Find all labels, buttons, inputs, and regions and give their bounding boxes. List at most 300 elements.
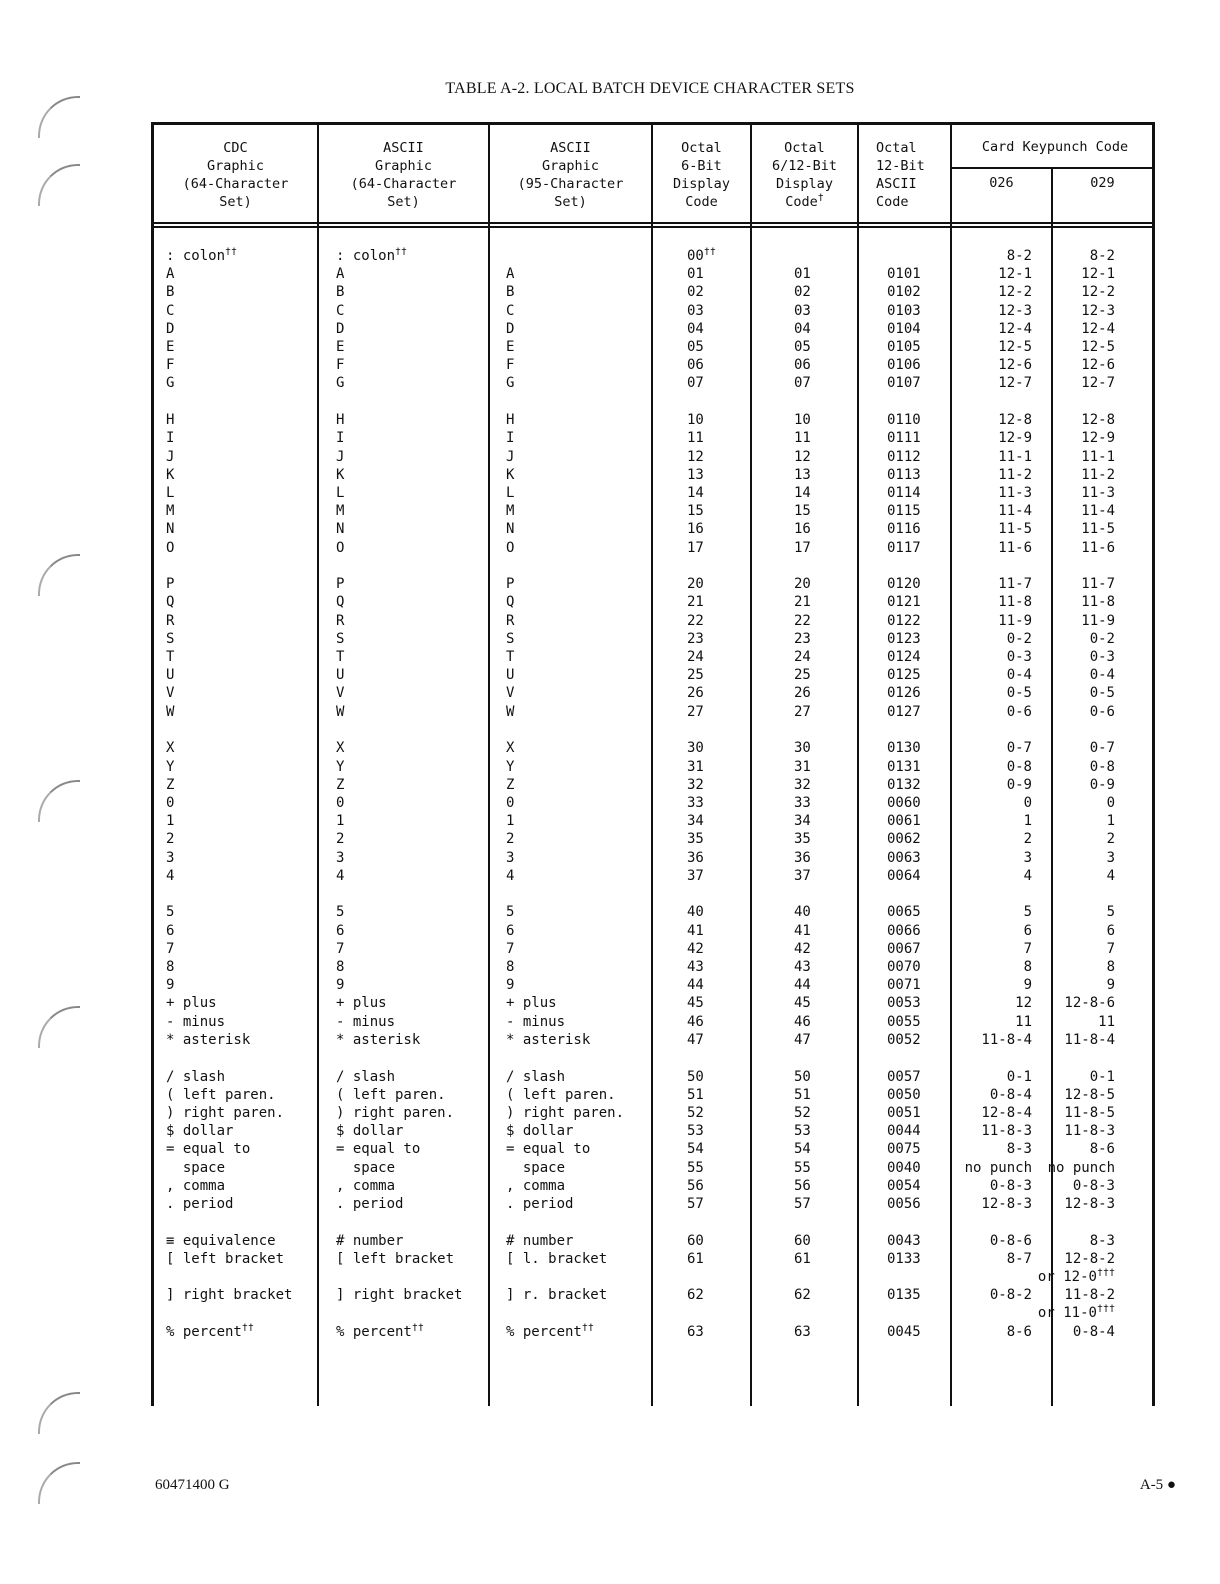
cell-text: 46 — [687, 1013, 704, 1030]
table-cell — [794, 1122, 811, 1140]
cell-text: G — [506, 375, 515, 392]
cell-text: space — [336, 1159, 396, 1176]
cell-text: 12-8 — [998, 412, 1032, 429]
cell-text: 8-3 — [1089, 1232, 1115, 1249]
table-row — [154, 1068, 1152, 1086]
table-cell — [336, 593, 344, 611]
table-cell — [166, 1031, 250, 1049]
cell-text: no punch — [1047, 1159, 1115, 1176]
cell-text: 43 — [687, 959, 704, 975]
header-029: 029 — [1090, 175, 1115, 191]
table-cell — [887, 630, 921, 648]
cell-text: K — [166, 466, 175, 483]
table-cell — [1007, 758, 1032, 776]
cell-text: 3 — [1106, 849, 1115, 866]
cell-text: H — [336, 412, 345, 429]
cell-text: 4 — [1023, 867, 1032, 884]
table-row — [154, 520, 1152, 538]
table-cell — [887, 776, 921, 794]
table-cell — [506, 1086, 616, 1104]
table-cell — [794, 922, 811, 940]
cell-text: 62 — [794, 1287, 811, 1304]
table-cell — [166, 575, 174, 593]
table-cell — [887, 1159, 921, 1177]
table-cell — [1081, 338, 1115, 356]
table-cell — [166, 1068, 225, 1086]
table-cell — [1038, 1268, 1115, 1286]
cell-text: : colon — [336, 248, 396, 264]
cell-text: T — [336, 649, 345, 665]
cell-text: 0-2 — [1089, 630, 1115, 647]
cell-text: U — [506, 667, 515, 684]
table-cell — [794, 265, 811, 283]
table-cell — [687, 903, 704, 921]
table-cell — [887, 1232, 921, 1250]
table-cell — [687, 1122, 704, 1140]
cell-text: 8-6 — [1006, 1323, 1032, 1340]
cell-text: W — [166, 703, 175, 720]
cell-text: P — [506, 576, 515, 593]
table-cell — [166, 1086, 276, 1104]
cell-text: [ left bracket — [336, 1250, 455, 1267]
document-number: 60471400 G — [155, 1477, 230, 1493]
cell-text: 34 — [687, 813, 704, 830]
table-cell — [981, 1122, 1032, 1140]
cell-text: Y — [506, 758, 515, 775]
cell-text: [ left bracket — [166, 1250, 285, 1267]
table-cell — [794, 374, 811, 392]
cell-text: 55 — [687, 1159, 704, 1176]
cell-text: 04 — [794, 320, 811, 337]
cell-text: 32 — [794, 776, 811, 793]
cell-text: or 11-0 — [1037, 1305, 1097, 1322]
table-row — [154, 958, 1152, 976]
cell-text: 56 — [687, 1177, 704, 1194]
cell-text: 26 — [687, 685, 704, 702]
table-cell — [506, 502, 514, 520]
cell-text: 46 — [794, 1013, 811, 1030]
table-cell — [506, 1159, 565, 1177]
cell-text: 0057 — [887, 1068, 921, 1085]
cell-text: 40 — [687, 904, 704, 921]
cell-text: 12-3 — [998, 302, 1032, 319]
cell-text: 0-8 — [1006, 758, 1032, 775]
table-cell — [336, 1250, 454, 1268]
table-row — [154, 776, 1152, 794]
table-row — [154, 794, 1152, 812]
table-row — [154, 1195, 1152, 1213]
cell-text: I — [166, 430, 175, 447]
table-cell — [794, 1013, 811, 1031]
cell-text: R — [506, 612, 515, 629]
table-cell — [794, 302, 811, 320]
cell-text: . period — [166, 1195, 234, 1212]
table-cell — [166, 338, 174, 356]
table-cell — [887, 812, 921, 830]
table-cell — [794, 940, 811, 958]
cell-text: 0054 — [887, 1177, 921, 1194]
cell-text: E — [336, 339, 345, 355]
table-cell — [166, 302, 174, 320]
table-cell — [336, 849, 344, 867]
table-row — [154, 849, 1152, 867]
table-cell — [687, 976, 704, 994]
table-cell — [166, 703, 174, 721]
cell-text: 11-3 — [998, 484, 1032, 501]
cell-text: 0063 — [887, 849, 921, 866]
cell-text: 52 — [794, 1104, 811, 1121]
table-row — [154, 922, 1152, 940]
table-cell — [1048, 1159, 1115, 1177]
table-cell — [887, 466, 921, 484]
table-cell — [794, 1086, 811, 1104]
cell-text: R — [166, 612, 175, 629]
cell-text: + plus — [506, 995, 557, 1012]
header-rule — [154, 222, 1152, 228]
table-cell — [336, 758, 344, 776]
table-cell — [1107, 812, 1115, 830]
table-cell — [166, 283, 174, 301]
cell-text: 0 — [166, 794, 175, 811]
table-cell — [1081, 539, 1115, 557]
table-cell — [1007, 776, 1032, 794]
cell-text: 0-6 — [1089, 703, 1115, 720]
table-cell — [687, 684, 704, 702]
cell-text: I — [336, 430, 345, 447]
cell-text: Y — [336, 758, 345, 775]
cell-text: 17 — [687, 539, 704, 556]
cell-text: * asterisk — [166, 1031, 251, 1048]
cell-text: D — [506, 320, 515, 337]
table-cell — [166, 484, 174, 502]
cell-text: A — [336, 266, 345, 283]
cell-text: 0104 — [887, 320, 921, 337]
cell-text: 4 — [1106, 867, 1115, 884]
table-cell — [687, 812, 704, 830]
cell-text: 0043 — [887, 1232, 921, 1249]
table-cell — [887, 794, 921, 812]
cell-text: 0064 — [887, 867, 921, 884]
table-cell — [506, 539, 514, 557]
table-cell — [887, 1031, 921, 1049]
table-cell — [794, 830, 811, 848]
cell-text: 12-8 — [1081, 412, 1115, 429]
table-cell — [506, 666, 514, 684]
table-cell — [687, 448, 704, 466]
table-cell — [506, 1068, 565, 1086]
table-cell — [687, 320, 704, 338]
cell-text: 13 — [794, 466, 811, 483]
table-cell — [1024, 940, 1032, 958]
table-cell — [166, 922, 174, 940]
cell-text: 0052 — [887, 1031, 921, 1048]
cell-text: 20 — [794, 576, 811, 593]
table-cell — [794, 1031, 811, 1049]
cell-text: 44 — [794, 977, 811, 994]
table-cell — [336, 1013, 395, 1031]
cell-text: U — [336, 667, 345, 684]
cell-text: 35 — [794, 831, 811, 848]
table-cell — [1081, 283, 1115, 301]
cell-text: 0-3 — [1089, 649, 1115, 665]
table-cell — [687, 739, 704, 757]
cell-text: 60 — [687, 1232, 704, 1249]
table-cell — [506, 739, 514, 757]
cell-text: 7 — [1023, 940, 1032, 957]
cell-text: 07 — [687, 375, 704, 392]
table-cell — [687, 338, 704, 356]
table-row — [154, 1086, 1152, 1104]
table-cell — [166, 776, 174, 794]
table-cell — [998, 520, 1032, 538]
table-cell — [794, 338, 811, 356]
table-cell — [998, 575, 1032, 593]
table-cell — [506, 1104, 624, 1122]
cell-text: ( left paren. — [166, 1086, 276, 1103]
cell-text: 26 — [794, 685, 811, 702]
cell-text: 0103 — [887, 302, 921, 319]
table-cell — [965, 1159, 1032, 1177]
table-cell — [336, 466, 344, 484]
cell-text: 1 — [166, 813, 175, 830]
cell-text: C — [336, 302, 345, 319]
table-cell — [887, 502, 921, 520]
cell-text: 52 — [687, 1104, 704, 1121]
table-cell — [990, 1086, 1032, 1104]
table-cell — [1064, 1286, 1115, 1304]
cell-text: , comma — [506, 1177, 566, 1194]
cell-text: 9 — [1106, 977, 1115, 994]
table-cell — [887, 830, 921, 848]
cell-text: 6 — [336, 922, 345, 939]
cell-text: 12 — [794, 448, 811, 465]
header-octal-612bit — [752, 139, 857, 211]
table-cell — [1064, 994, 1115, 1012]
cell-text: 0135 — [887, 1287, 921, 1304]
table-cell — [506, 338, 514, 356]
table-cell — [166, 374, 174, 392]
cell-text: 05 — [687, 339, 704, 355]
table-cell — [687, 612, 704, 630]
cell-text: E — [506, 339, 515, 355]
table-cell — [1081, 374, 1115, 392]
table-cell — [998, 448, 1032, 466]
table-cell — [887, 283, 921, 301]
table-cell — [506, 520, 514, 538]
table-cell — [506, 429, 514, 447]
table-cell — [794, 666, 811, 684]
cell-text: - minus — [506, 1013, 566, 1030]
cell-text: 63 — [687, 1323, 704, 1340]
table-cell — [1081, 320, 1115, 338]
cell-text: H — [506, 412, 515, 429]
table-cell — [506, 776, 514, 794]
cell-text: [ l. bracket — [506, 1250, 608, 1267]
table-cell — [687, 1323, 704, 1341]
table-cell — [1081, 302, 1115, 320]
table-cell — [1007, 1068, 1032, 1086]
table-cell — [166, 1232, 276, 1250]
table-cell — [1024, 849, 1032, 867]
table-row — [154, 666, 1152, 684]
table-cell — [336, 812, 344, 830]
table-cell — [794, 1068, 811, 1086]
cell-text: 16 — [794, 521, 811, 538]
table-cell — [166, 903, 174, 921]
table-cell — [166, 648, 174, 666]
cell-text: 0102 — [887, 284, 921, 301]
table-cell — [998, 429, 1032, 447]
header-ascii-64: ASCII Graphic (64-Character Set) — [350, 140, 457, 210]
cell-text: 11-8-3 — [981, 1123, 1032, 1140]
table-cell — [506, 1195, 573, 1213]
cell-text: space — [166, 1159, 226, 1176]
dagger-mark: †† — [703, 246, 716, 258]
header-ascii-95: ASCII Graphic (95-Character Set) — [517, 140, 624, 210]
cell-text: Z — [166, 776, 175, 793]
table-cell — [336, 448, 344, 466]
cell-text: 0-7 — [1089, 740, 1115, 757]
table-cell — [506, 794, 514, 812]
cell-text: A — [166, 266, 175, 283]
table-row — [154, 502, 1152, 520]
cell-text: % percent — [166, 1323, 242, 1340]
table-cell — [336, 374, 344, 392]
cell-text: 0116 — [887, 521, 921, 538]
table-row — [154, 812, 1152, 830]
cell-text: 02 — [794, 284, 811, 301]
cell-text: 15 — [794, 503, 811, 520]
cell-text: 12-8-6 — [1064, 995, 1115, 1012]
cell-text: 11-8-4 — [1064, 1031, 1115, 1048]
dagger-mark: †† — [395, 246, 408, 258]
table-row — [154, 265, 1152, 283]
table-cell — [166, 758, 174, 776]
cell-text: M — [506, 503, 515, 520]
table-cell — [1090, 703, 1115, 721]
cell-text: 53 — [794, 1123, 811, 1140]
table-cell — [887, 265, 921, 283]
cell-text: O — [506, 539, 515, 556]
cell-text: / slash — [336, 1068, 396, 1085]
table-cell — [336, 612, 344, 630]
cell-text: 54 — [794, 1141, 811, 1158]
cell-text: 17 — [794, 539, 811, 556]
cell-text: 60 — [794, 1232, 811, 1249]
table-cell — [1081, 575, 1115, 593]
cell-text: 40 — [794, 904, 811, 921]
cell-text: 11-5 — [1081, 521, 1115, 538]
table-cell — [506, 903, 514, 921]
cell-text: V — [506, 685, 515, 702]
table-cell — [998, 411, 1032, 429]
cell-text: 05 — [794, 339, 811, 355]
table-row — [154, 1104, 1152, 1122]
cell-text: 00 — [687, 248, 704, 264]
cell-text: 11-1 — [998, 448, 1032, 465]
table-cell — [794, 1232, 811, 1250]
table-cell — [887, 539, 921, 557]
table-cell — [1090, 1232, 1115, 1250]
table-cell — [336, 429, 344, 447]
cell-text: 12-9 — [998, 430, 1032, 447]
table-row — [154, 539, 1152, 557]
table-cell — [336, 520, 344, 538]
table-cell — [166, 1104, 284, 1122]
cell-text: 06 — [794, 357, 811, 374]
cell-text: 4 — [336, 867, 345, 884]
table-cell — [336, 776, 344, 794]
table-cell — [794, 1104, 811, 1122]
cell-text: 0065 — [887, 904, 921, 921]
cell-text: 0 — [1023, 794, 1032, 811]
table-cell — [887, 1122, 921, 1140]
table-cell — [794, 320, 811, 338]
table-cell — [166, 739, 174, 757]
cell-text: 0044 — [887, 1123, 921, 1140]
table-cell — [1007, 247, 1032, 265]
table-cell — [687, 1086, 704, 1104]
cell-text: 55 — [794, 1159, 811, 1176]
cell-text: 27 — [687, 703, 704, 720]
cell-text: B — [166, 284, 175, 301]
cell-text: 11-8-2 — [1064, 1287, 1115, 1304]
cell-text: 14 — [687, 484, 704, 501]
cell-text: 3 — [1023, 849, 1032, 866]
cell-text: 11 — [1015, 1013, 1032, 1030]
cell-text: 5 — [1023, 904, 1032, 921]
cell-text: 1 — [336, 813, 345, 830]
cell-text: F — [166, 357, 175, 374]
cell-text: 11-7 — [998, 576, 1032, 593]
table-cell — [166, 466, 174, 484]
cell-text: 12-1 — [1081, 266, 1115, 283]
table-cell — [687, 265, 704, 283]
table-cell — [1090, 630, 1115, 648]
dagger-mark: ††† — [1096, 1267, 1115, 1279]
table-cell — [506, 466, 514, 484]
table-cell — [336, 739, 344, 757]
table-cell — [687, 958, 704, 976]
cell-text: W — [336, 703, 345, 720]
cell-text: 0-8 — [1089, 758, 1115, 775]
cell-text: 5 — [166, 904, 175, 921]
cell-text: ( left paren. — [336, 1086, 446, 1103]
table-cell — [794, 484, 811, 502]
header-divider — [950, 167, 1152, 169]
table-cell — [1081, 429, 1115, 447]
table-cell — [687, 648, 704, 666]
cell-text: 54 — [687, 1141, 704, 1158]
cell-text: Z — [336, 776, 345, 793]
cell-text: 06 — [687, 357, 704, 374]
table-cell — [794, 703, 811, 721]
table-cell — [166, 812, 174, 830]
cell-text: 3 — [506, 849, 515, 866]
table-cell — [887, 922, 921, 940]
table-row — [154, 940, 1152, 958]
cell-text: 0071 — [887, 977, 921, 994]
table-cell — [794, 1250, 811, 1268]
cell-text: 22 — [687, 612, 704, 629]
table-row — [154, 630, 1152, 648]
cell-text: 11-8-4 — [981, 1031, 1032, 1048]
cell-text: A — [506, 266, 515, 283]
cell-text: 0060 — [887, 794, 921, 811]
cell-text: 12-7 — [998, 375, 1032, 392]
table-cell — [998, 593, 1032, 611]
table-cell — [336, 1159, 395, 1177]
